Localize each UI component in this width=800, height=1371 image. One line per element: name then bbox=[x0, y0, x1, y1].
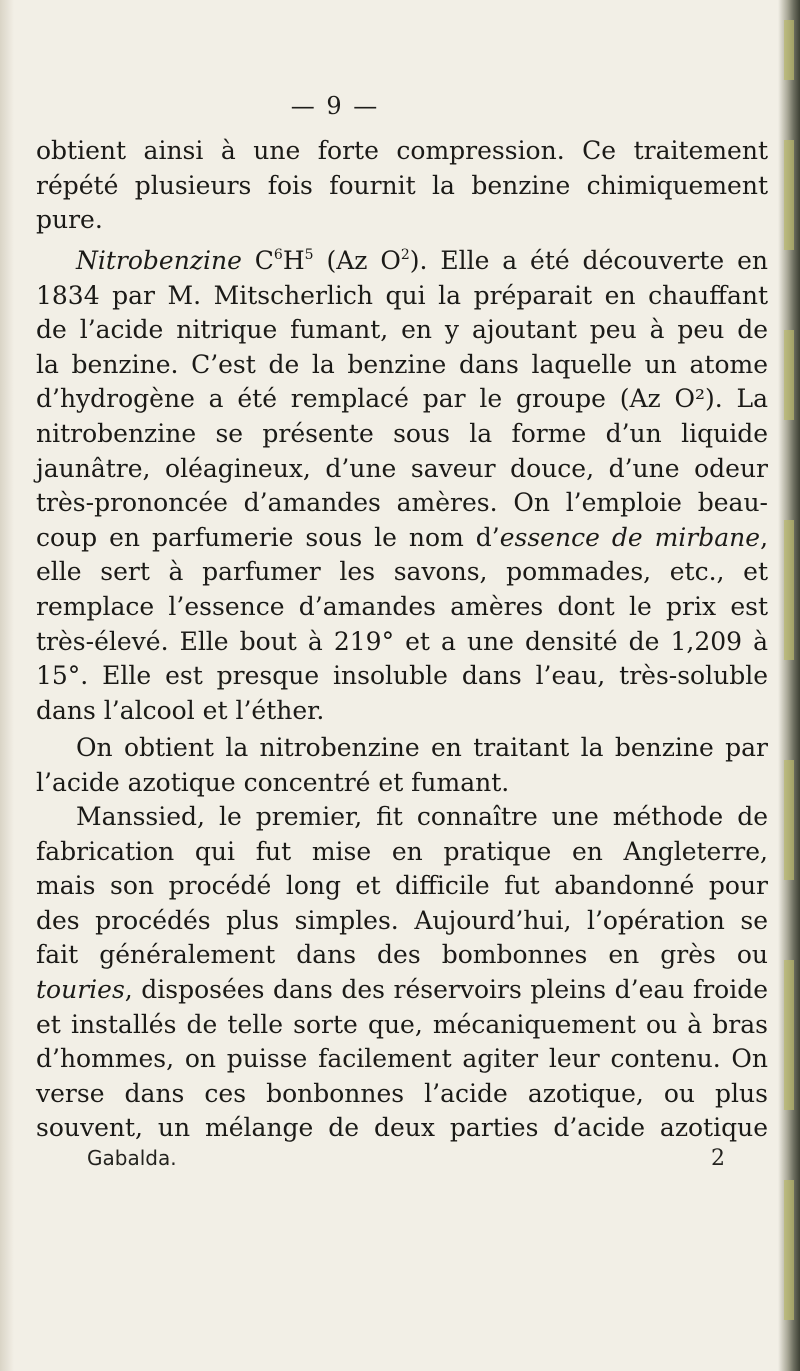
text-line: Manssied, le premier, fit connaître une méthode de bbox=[76, 802, 768, 831]
text-line: On obtient la nitrobenzine en traitant la benzine par bbox=[76, 733, 768, 762]
edge-stain bbox=[784, 520, 794, 660]
paragraph-1 bbox=[36, 134, 768, 238]
page-edge-left bbox=[0, 0, 14, 1371]
text-line: et installés de telle sorte que, mécaniquement ou à bras bbox=[36, 1009, 768, 1039]
text-line: la benzine. C’est de la benzine dans laquelle un atome bbox=[36, 349, 768, 379]
edge-stain bbox=[784, 20, 794, 80]
text-line: dans l’alcool et l’éther. bbox=[36, 695, 325, 725]
text-line: 1834 par M. Mitscherlich qui la préparait en chauffant bbox=[36, 280, 768, 310]
text-line: remplace l’essence d’amandes amères dont le prix est bbox=[36, 591, 768, 621]
edge-stain bbox=[784, 760, 794, 880]
text-line: nitrobenzine se présente sous la forme d’un liquide bbox=[36, 418, 768, 448]
text-line: verse dans ces bonbonnes l’acide azotique, ou plus bbox=[36, 1078, 768, 1108]
text-line: l’acide azotique concentré et fumant. bbox=[36, 767, 510, 797]
text-line-touries: touries, disposées dans des réservoirs pleins d’eau froide bbox=[36, 974, 768, 1004]
page-number: — 9 — bbox=[290, 92, 380, 120]
text-line: 15°. Elle est presque insoluble dans l’eau, très-soluble bbox=[36, 661, 768, 691]
term-essence-de-mirbane: essence de mirbane bbox=[499, 522, 761, 552]
text-line: très-prononcée d’amandes amères. On l’emploie beau- bbox=[36, 488, 768, 518]
text-line: fait généralement dans des bombonnes en grès ou bbox=[36, 940, 768, 970]
text-line: répété plusieurs fois fournit la benzine chimiquement bbox=[36, 170, 768, 200]
text-line: obtient ainsi à une forte compression. Ce traitement bbox=[36, 136, 768, 165]
signature-mark: 2 bbox=[711, 1146, 725, 1171]
edge-stain bbox=[784, 1180, 794, 1320]
publisher-name: Gabalda. bbox=[87, 1146, 177, 1170]
text-line: de l’acide nitrique fumant, en y ajoutant peu à peu de bbox=[36, 315, 768, 345]
text-line: très-élevé. Elle bout à 219° et a une densité de 1,209 à bbox=[36, 626, 768, 656]
text-line-essence: coup en parfumerie sous le nom d’essence de mirbane, bbox=[36, 522, 769, 552]
text-line: fabrication qui fut mise en pratique en Angleterre, bbox=[36, 836, 768, 866]
edge-stain bbox=[784, 330, 794, 420]
paragraph-3 bbox=[36, 731, 768, 800]
paragraph-2 bbox=[36, 238, 768, 728]
text-line-heading: Nitrobenzine $C^6H^5$ (Az $O^2$). Elle a été découverte en bbox=[76, 246, 768, 275]
formula: $C^6H^5$ (Az $O^2$). bbox=[254, 246, 428, 275]
text-line: elle sert à parfumer les savons, pommades, etc., et bbox=[36, 557, 768, 587]
edge-stain bbox=[784, 140, 794, 250]
text-line: d’hommes, on puisse facilement agiter leur contenu. On bbox=[36, 1044, 768, 1074]
text-line: souvent, un mélange de deux parties d’acide azotique bbox=[36, 1113, 768, 1143]
term-touries: touries bbox=[36, 974, 125, 1004]
text-line: jaunâtre, oléagineux, d’une saveur douce, d’une odeur bbox=[36, 453, 768, 483]
text-line: des procédés plus simples. Aujourd’hui, l’opération se bbox=[36, 905, 768, 935]
page-edge-right bbox=[778, 0, 800, 1371]
text-line: mais son procédé long et difficile fut abandonné pour bbox=[36, 871, 768, 901]
edge-stain bbox=[784, 960, 794, 1110]
text-line: pure. bbox=[36, 205, 103, 235]
paragraph-4 bbox=[36, 800, 768, 1146]
text-line: d’hydrogène a été remplacé par le groupe (Az O²). La bbox=[36, 384, 768, 414]
term-nitrobenzine: Nitrobenzine bbox=[76, 246, 242, 275]
